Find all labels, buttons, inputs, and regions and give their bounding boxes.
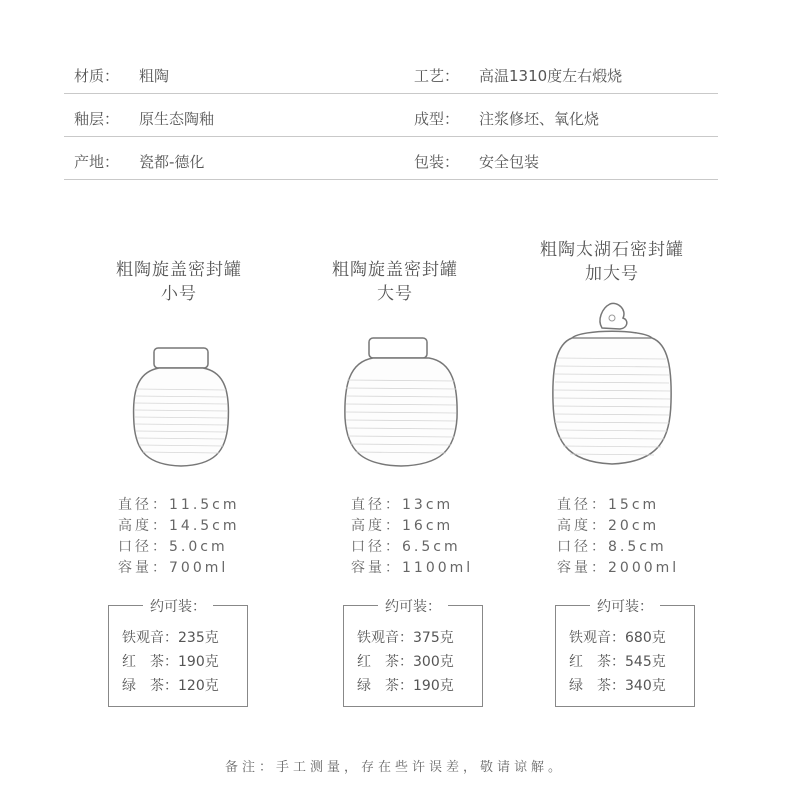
dimensions-xlarge (557, 495, 679, 579)
spec-table (64, 51, 718, 180)
product-size: 大号 (377, 284, 413, 304)
product-size: 加大号 (585, 264, 639, 284)
capacity-black-tea: 红 茶：300克 (357, 654, 454, 670)
spec-row (64, 51, 718, 94)
spec-value: 注浆修坯、氧化烧 (479, 110, 600, 128)
spec-label: 成型： (414, 110, 460, 128)
capacity-box-xlarge (555, 599, 695, 707)
diameter-text: 直径：13cm (351, 497, 454, 513)
height-text: 高度：14.5cm (118, 518, 240, 534)
spec-value: 安全包装 (479, 153, 540, 171)
capacity-oolong: 铁观音：235克 (122, 630, 219, 646)
capacity-title: 约可装： (590, 599, 660, 615)
capacity-oolong: 铁观音：680克 (569, 630, 666, 646)
capacity-title: 约可装： (143, 599, 213, 615)
capacity-black-tea: 红 茶：190克 (122, 654, 219, 670)
mouth-diameter-text: 口径：8.5cm (557, 539, 667, 555)
dimensions-small (118, 495, 240, 579)
spec-row (64, 94, 718, 137)
dimensions-large (351, 495, 473, 579)
spec-row (64, 137, 718, 180)
spec-label: 材质： (74, 67, 120, 85)
diameter-text: 直径：15cm (557, 497, 660, 513)
capacity-green-tea: 绿 茶：120克 (122, 678, 219, 694)
spec-label: 产地： (74, 153, 120, 171)
capacity-oolong: 铁观音：375克 (357, 630, 454, 646)
product-name: 粗陶旋盖密封罐 (116, 260, 242, 280)
small-jar-image (126, 344, 236, 470)
spec-value: 粗陶 (139, 67, 170, 85)
spec-value: 瓷都-德化 (139, 153, 205, 171)
capacity-box-small (108, 599, 248, 707)
spec-value: 原生态陶釉 (139, 110, 215, 128)
capacity-green-tea: 绿 茶：190克 (357, 678, 454, 694)
product-title-small (64, 258, 294, 306)
volume-text: 容量：1100ml (351, 560, 474, 576)
diameter-text: 直径：11.5cm (118, 497, 240, 513)
spec-label: 工艺： (414, 67, 460, 85)
product-name: 粗陶旋盖密封罐 (332, 260, 458, 280)
xlarge-jar-image (550, 298, 674, 470)
spec-value: 高温1310度左右煅烧 (479, 67, 623, 85)
capacity-green-tea: 绿 茶：340克 (569, 678, 666, 694)
height-text: 高度：16cm (351, 518, 454, 534)
product-title-xlarge (497, 238, 727, 286)
large-jar-image (339, 334, 463, 470)
mouth-diameter-text: 口径：5.0cm (118, 539, 228, 555)
mouth-diameter-text: 口径：6.5cm (351, 539, 461, 555)
volume-text: 容量：2000ml (557, 560, 680, 576)
spec-label: 釉层： (74, 110, 120, 128)
spec-label: 包装： (414, 153, 460, 171)
capacity-title: 约可装： (378, 599, 448, 615)
product-size: 小号 (161, 284, 197, 304)
product-name: 粗陶太湖石密封罐 (540, 240, 684, 260)
capacity-black-tea: 红 茶：545克 (569, 654, 666, 670)
height-text: 高度：20cm (557, 518, 660, 534)
product-title-large (280, 258, 510, 306)
capacity-box-large (343, 599, 483, 707)
volume-text: 容量：700ml (118, 560, 229, 576)
footnote: 备注：手工测量，存在些许误差，敬请谅解。 (224, 760, 565, 775)
